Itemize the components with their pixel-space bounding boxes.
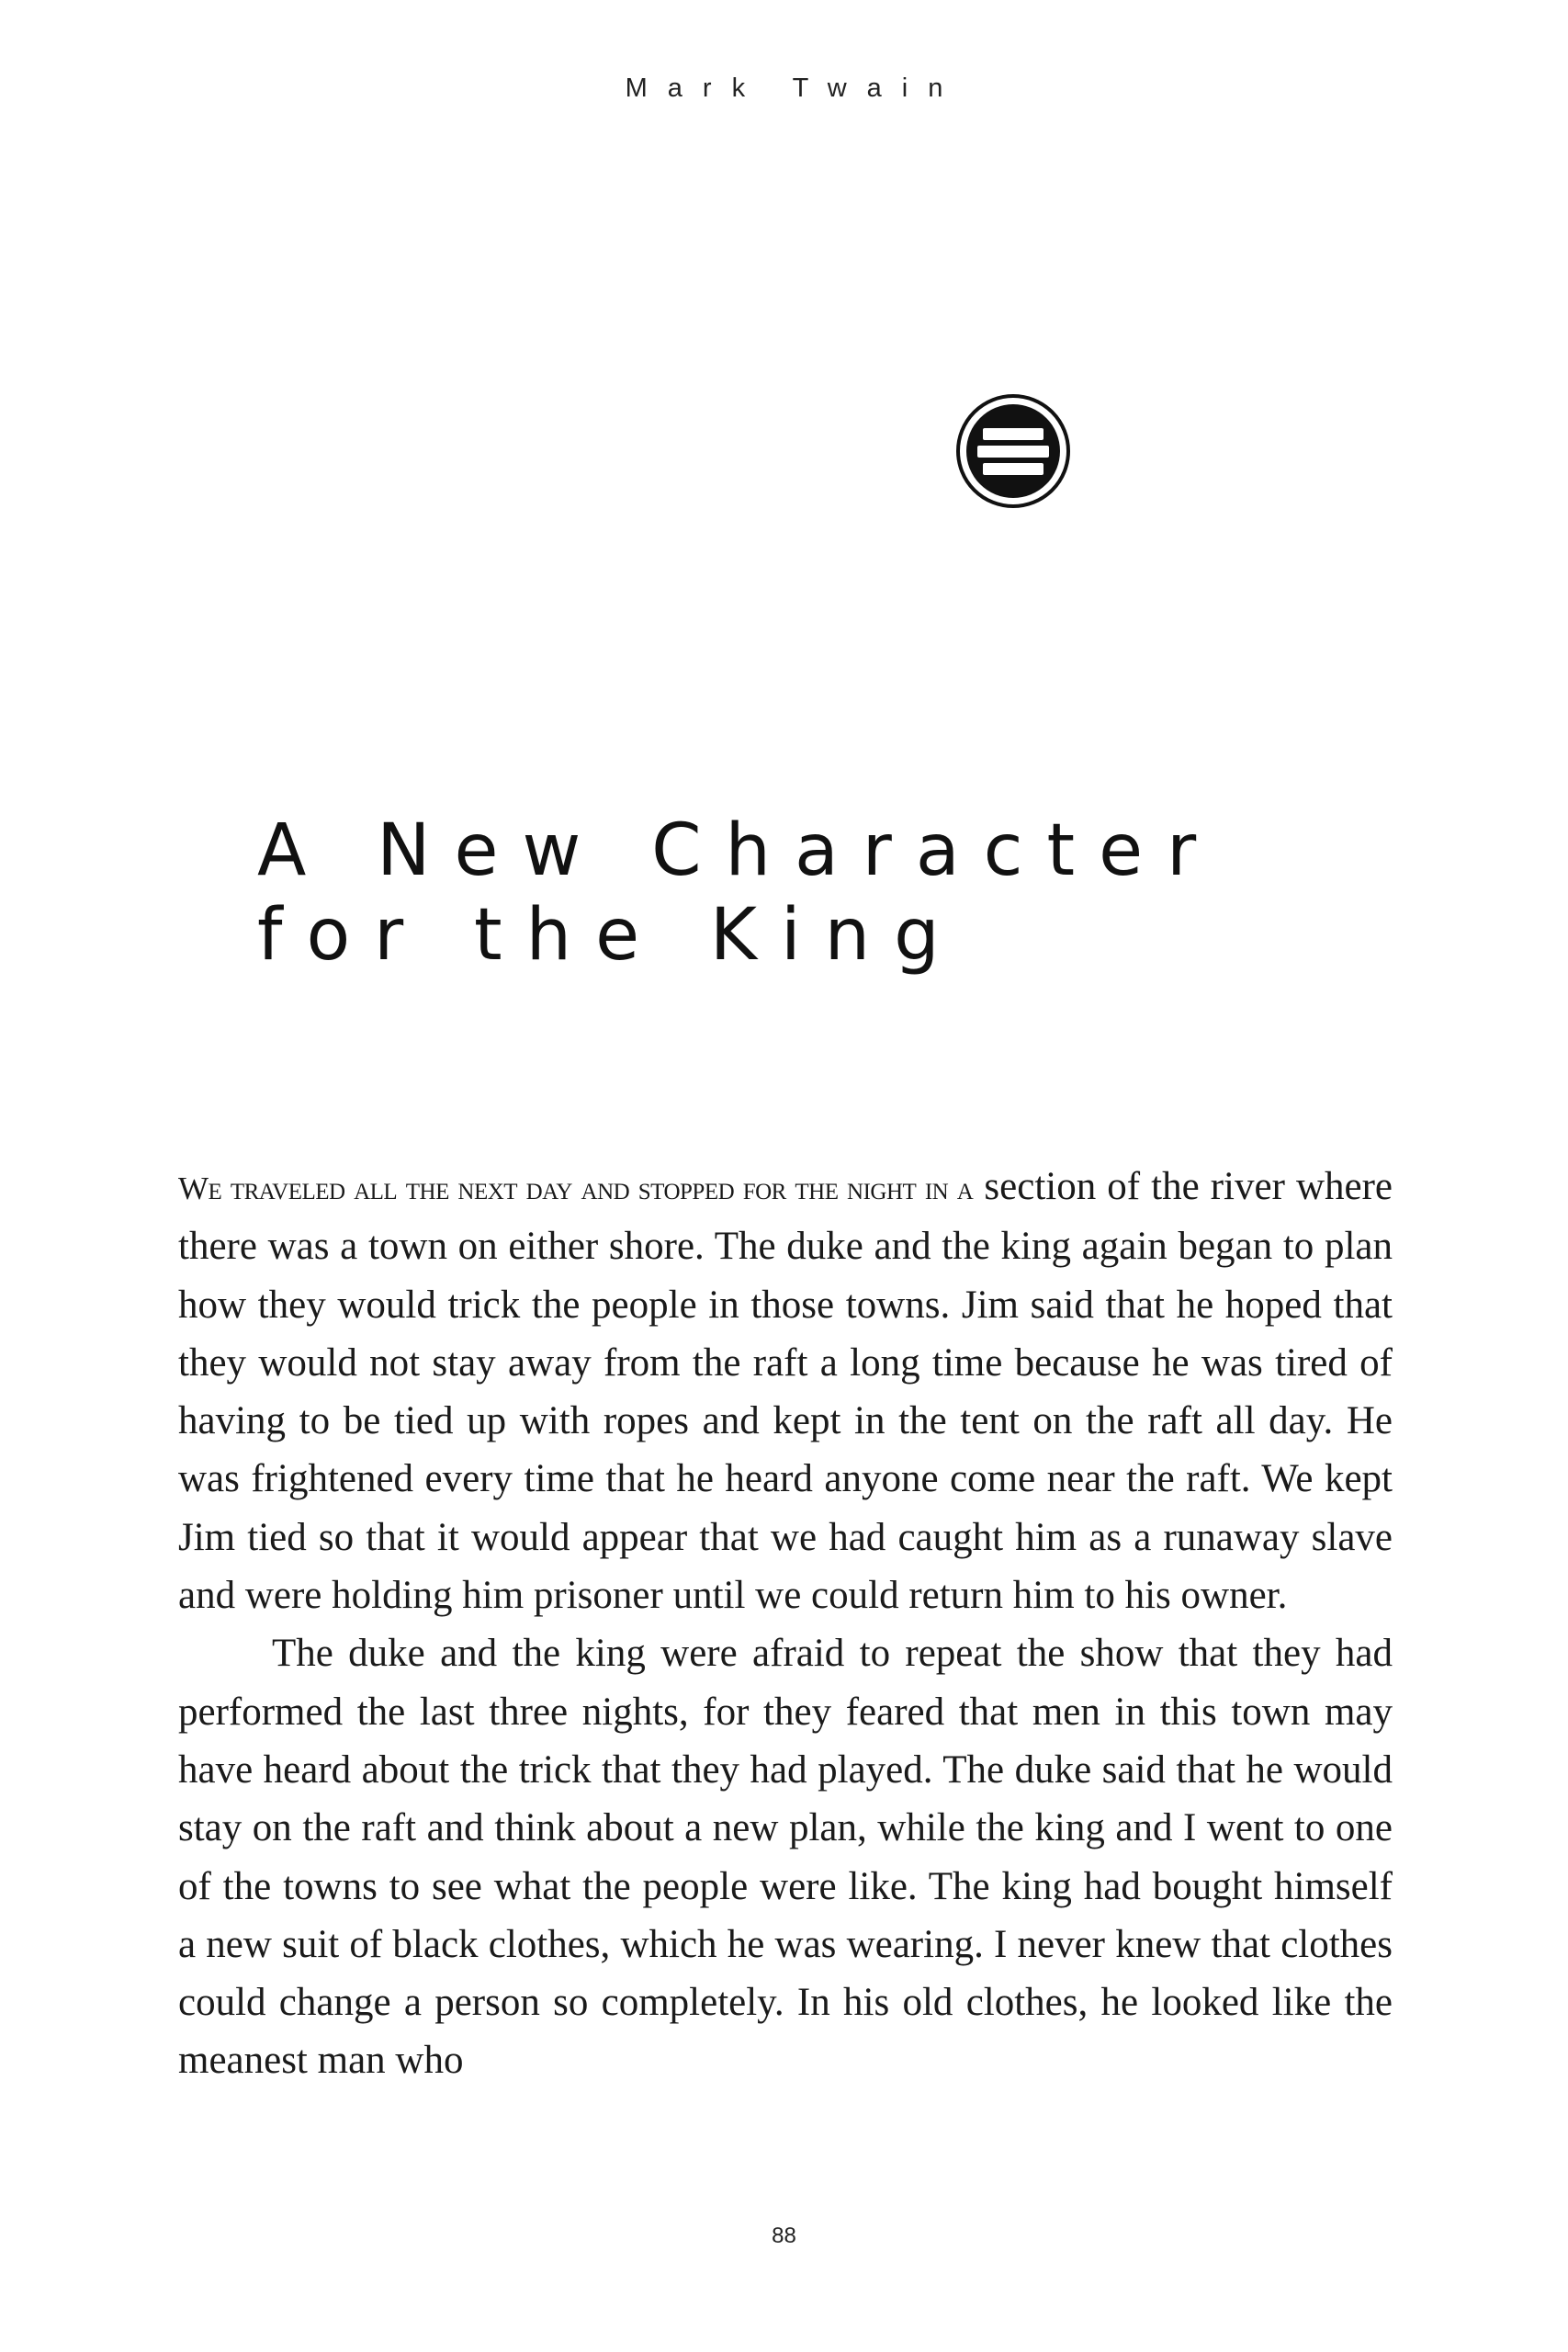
running-head: Mark Twain	[625, 74, 964, 103]
paragraph-2: The duke and the king were afraid to repeat the show that they had performed the last three nights, for they feared that men in this town may have heard about the trick that they had played. The duke said that he would stay on the raft and think about a new plan, while the king and I went to one of the towns to see what the people were like. The king had bought himself a new suit of black clothes, which he was wearing. I never knew that clothes could change a person so completely. In his old clothes, he looked like the meanest man who	[178, 1632, 1393, 2083]
chapter-ornament-icon	[955, 393, 1071, 509]
chapter-title-line-2: for the King	[257, 894, 964, 977]
paragraph-lead-small-caps: We traveled all the next day and stopped for the night in a	[178, 1170, 974, 1206]
paragraph-1	[178, 1158, 1393, 1624]
body-text	[178, 1158, 1393, 2090]
chapter-title-line-1: A New Character	[257, 809, 1221, 892]
paragraph-1-text: section of the river where there was a town on either shore. The duke and the king again began to plan how they would trick the people in those towns. Jim said that he hoped that they would not stay away from the raft a long time because he was tired of having to be tied up with ropes and kept in the tent on the raft all day. He was frightened every time that he heard anyone come near the raft. We kept Jim tied so that it would appear that we had caught him as a runaway slave and were holding him prisoner until we could return him to his owner.	[178, 1165, 1393, 1618]
chapter-title	[257, 808, 1220, 978]
page-number: 88	[772, 2223, 796, 2248]
